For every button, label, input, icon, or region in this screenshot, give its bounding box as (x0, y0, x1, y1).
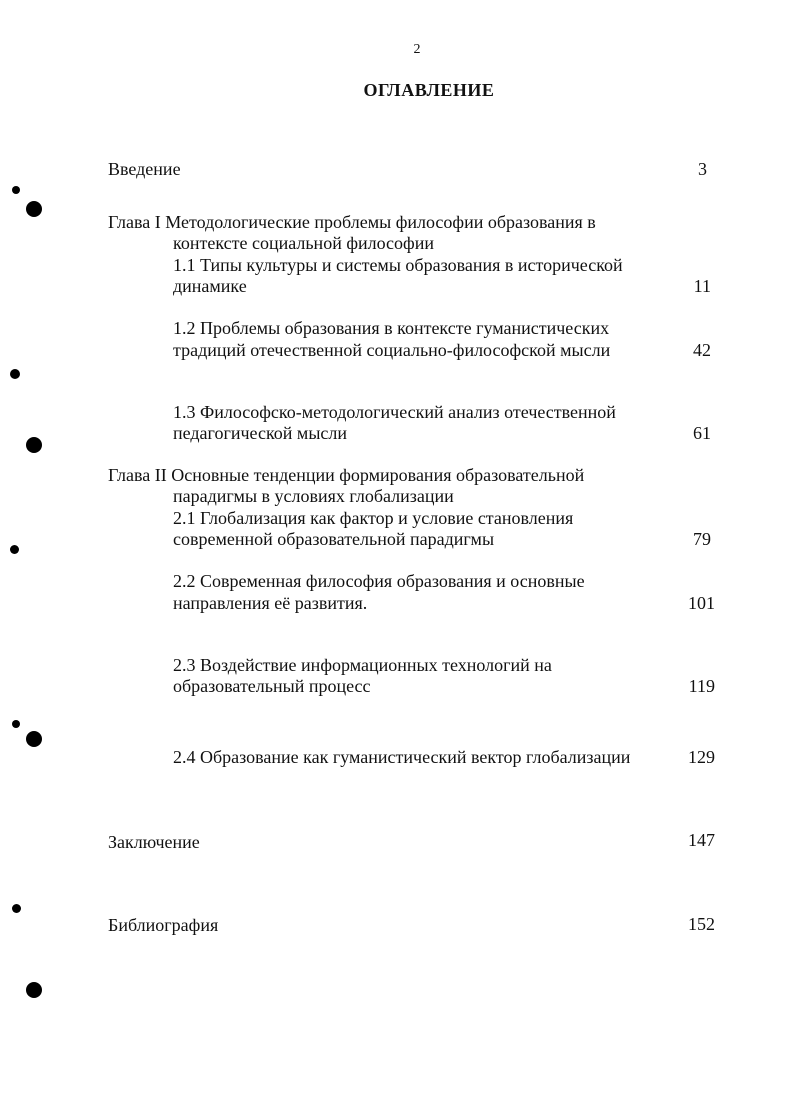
scan-mark-dot (10, 545, 19, 554)
scan-mark-dot (12, 904, 21, 913)
page-title: ОГЛАВЛЕНИЕ (363, 80, 495, 100)
punch-hole-dot (26, 982, 42, 998)
toc-section-2-2: 2.2 Современная философия образования и основные (173, 571, 585, 591)
toc-page-conclusion: 147 (688, 830, 715, 850)
toc-page-bibliography: 152 (688, 914, 715, 934)
scan-mark-dot (12, 720, 20, 728)
punch-hole-dot (26, 201, 42, 217)
toc-section-1-2-cont: традиций отечественной социально-философской мысли (173, 340, 611, 360)
toc-section-2-3: 2.3 Воздействие информационных технологий на (173, 655, 552, 675)
toc-page-1-3: 61 (693, 423, 711, 443)
toc-page-2-3: 119 (688, 676, 715, 696)
toc-section-1-2: 1.2 Проблемы образования в контексте гуманистических (173, 318, 610, 338)
toc-entry-intro: Введение (108, 159, 181, 179)
toc-entry-conclusion: Заключение (108, 832, 200, 852)
toc-section-2-1-cont: современной образовательной парадигмы (173, 529, 495, 549)
scan-mark-dot (10, 369, 20, 379)
page-number: 2 (413, 42, 421, 57)
toc-page-1-1: 11 (693, 276, 711, 296)
toc-entry-bibliography: Библиография (108, 915, 219, 935)
toc-chapter1-heading: Глава I Методологические проблемы философии образования в (108, 212, 596, 232)
toc-section-2-3-cont: образовательный процесс (173, 676, 371, 696)
toc-page-1-2: 42 (693, 340, 711, 360)
toc-page-2-2: 101 (688, 593, 715, 613)
toc-page-intro: 3 (698, 159, 707, 179)
scan-mark-dot (12, 186, 20, 194)
punch-hole-dot (26, 437, 42, 453)
toc-chapter1-heading-cont: контексте социальной философии (173, 233, 434, 253)
toc-page-2-4: 129 (688, 747, 715, 767)
punch-hole-dot (26, 731, 42, 747)
toc-section-2-2-cont: направления её развития. (173, 593, 368, 613)
toc-section-1-1: 1.1 Типы культуры и системы образования в исторической (173, 255, 623, 275)
toc-section-1-1-cont: динамике (173, 276, 247, 296)
toc-section-1-3: 1.3 Философско-методологический анализ отечественной (173, 402, 616, 422)
toc-section-2-1: 2.1 Глобализация как фактор и условие становления (173, 508, 574, 528)
toc-chapter2-heading: Глава II Основные тенденции формирования образовательной (108, 465, 585, 485)
toc-section-2-4: 2.4 Образование как гуманистический вектор глобализации (173, 747, 631, 767)
toc-page-2-1: 79 (693, 529, 711, 549)
toc-section-1-3-cont: педагогической мысли (173, 423, 348, 443)
toc-chapter2-heading-cont: парадигмы в условиях глобализации (173, 486, 454, 506)
